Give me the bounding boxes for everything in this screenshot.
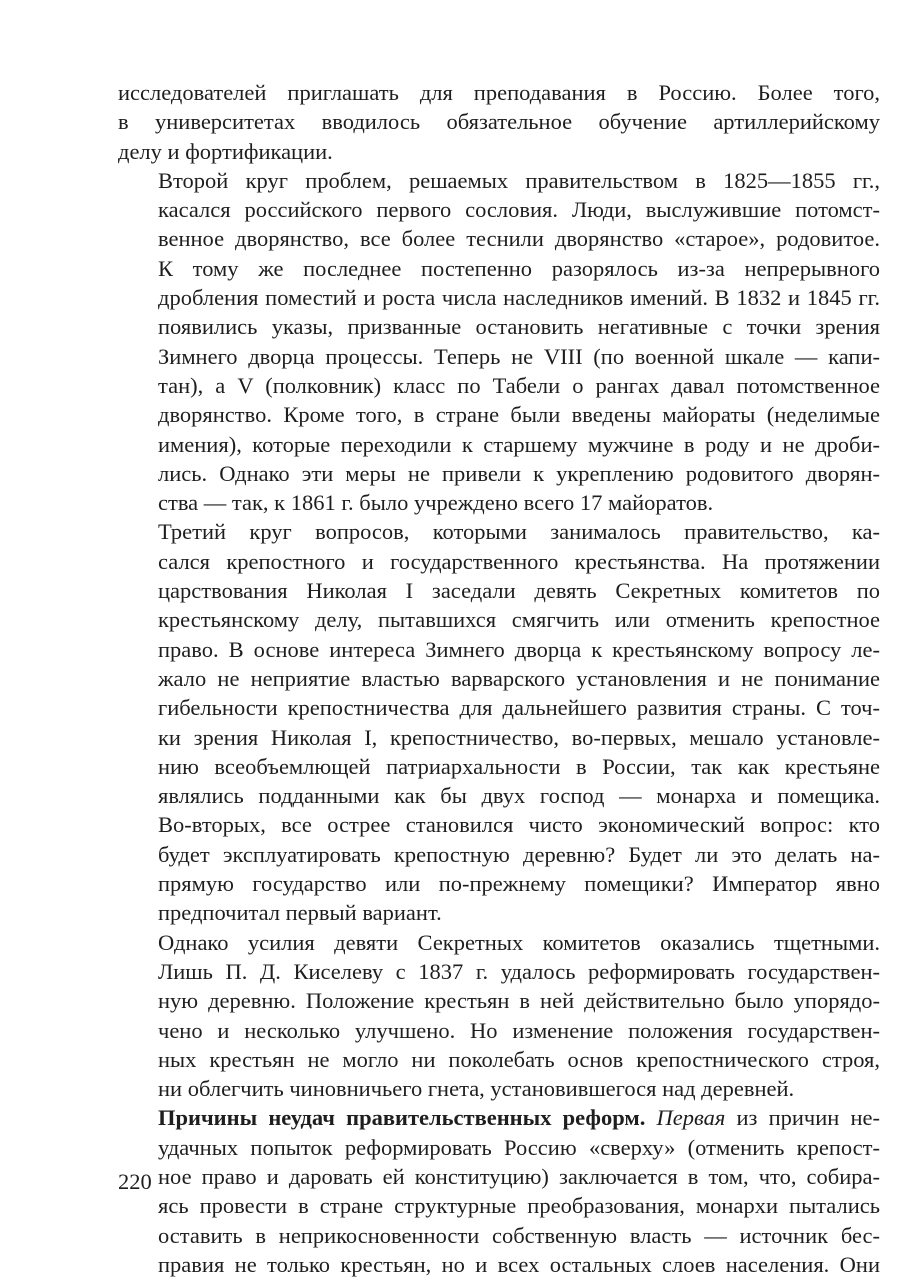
paragraph (118, 928, 880, 1104)
text-line: удачных попыток реформировать Россию «сверху» (отменить крепост- (158, 1134, 880, 1160)
text-line: ки зрения Николая I, крепостничество, во-первых, мешало установле- (158, 724, 880, 750)
text-body (118, 78, 880, 1103)
text-line: оставить в неприкосновенности собственную власть — источник бес- (158, 1222, 880, 1248)
text-line: появились указы, призванные остановить негативные с точки зрения (158, 314, 880, 340)
text-line: ства — так, к 1861 г. было учреждено всего 17 майоратов. (158, 490, 714, 516)
page-number: 220 (118, 1169, 152, 1194)
text-line: К тому же последнее постепенно разорялось из-за непрерывного (158, 255, 880, 281)
text-line: венное дворянство, все более теснили дворянство «старое», родовитое. (158, 226, 880, 252)
paragraph (118, 78, 880, 166)
page-body (118, 78, 880, 1277)
text-line: ных крестьян не могло ни поколебать основ крепостнического строя, (158, 1046, 880, 1072)
text-line: ни облегчить чиновничьего гнета, установившегося над деревней. (158, 1076, 795, 1102)
text-line: касался российского первого сословия. Люди, выслужившие потомст- (158, 197, 880, 223)
text-line: ясь провести в стране структурные преобразования, монархи пытались (158, 1193, 880, 1219)
paragraph-reform-failures (118, 1103, 880, 1279)
text-line: прямую государство или по-прежнему помещики? Император явно (158, 871, 880, 897)
text-line (118, 1103, 880, 1132)
text-line: в университетах вводилось обязательное обучение артиллерийскому (118, 109, 880, 135)
text-line: чено и несколько улучшено. Но изменение положения государствен- (158, 1017, 880, 1043)
text-line: исследователей приглашать для преподавания в Россию. Более того, (118, 80, 880, 105)
text-line: нию всеобъемлющей патриархальности в России, так как крестьяне (158, 753, 880, 779)
text-line: ное право и даровать ей конституцию) заключается в том, что, собира- (158, 1163, 880, 1189)
text-line: являлись подданными как бы двух господ — монарха и помещика. (158, 783, 880, 809)
text-line: Третий круг вопросов, которыми занималось правительство, ка- (158, 519, 880, 545)
text-line: Второй круг проблем, решаемых правительством в 1825—1855 гг., (158, 167, 880, 193)
emphasis-word: Первая (656, 1105, 726, 1131)
text-line: делу и фортификации. (118, 138, 333, 164)
paragraph (118, 166, 880, 518)
text-line: лись. Однако эти меры не привели к укреплению родовитого дворян- (158, 460, 880, 486)
section-heading: Причины неудач правительственных реформ. (158, 1105, 646, 1131)
text-line: царствования Николая I заседали девять Секретных комитетов по (158, 578, 880, 604)
text-line: имения), которые переходили к старшему мужчине в роду и не дроби- (158, 431, 880, 457)
text-line: гибельности крепостничества для дальнейшего развития страны. С точ- (158, 695, 880, 721)
paragraph (118, 517, 880, 927)
text-line: дворянство. Кроме того, в стране были введены майораты (неделимые (158, 402, 880, 428)
heading-line-rest: из причин не- (725, 1105, 880, 1131)
text-line: тан), а V (полковник) класс по Табели о рангах давал потомственное (158, 372, 880, 398)
text-line: предпочитал первый вариант. (158, 900, 442, 926)
text-line: крестьянскому делу, пытавшихся смягчить или отменить крепостное (158, 607, 880, 633)
text-line: Зимнего дворца процессы. Теперь не VIII (по военной шкале — капи- (158, 343, 880, 369)
text-line: Во-вторых, все острее становился чисто экономический вопрос: кто (158, 812, 880, 838)
text-line: правия не только крестьян, но и всех остальных слоев населения. Они (158, 1251, 880, 1277)
text-line: будет эксплуатировать крепостную деревню? Будет ли это делать на- (158, 841, 880, 867)
text-line: жало не неприятие властью варварского установления и не понимание (158, 665, 880, 691)
text-line: право. В основе интереса Зимнего дворца к крестьянскому вопросу ле- (158, 636, 880, 662)
text-line: сался крепостного и государственного крестьянства. На протяжении (158, 548, 880, 574)
text-line: Однако усилия девяти Секретных комитетов оказались тщетными. (158, 929, 880, 955)
text-line: Лишь П. Д. Киселеву с 1837 г. удалось реформировать государствен- (158, 958, 880, 984)
text-line: дробления поместий и роста числа наследников имений. В 1832 и 1845 гг. (158, 285, 880, 311)
text-line: ную деревню. Положение крестьян в ней действительно было упорядо- (158, 988, 880, 1014)
